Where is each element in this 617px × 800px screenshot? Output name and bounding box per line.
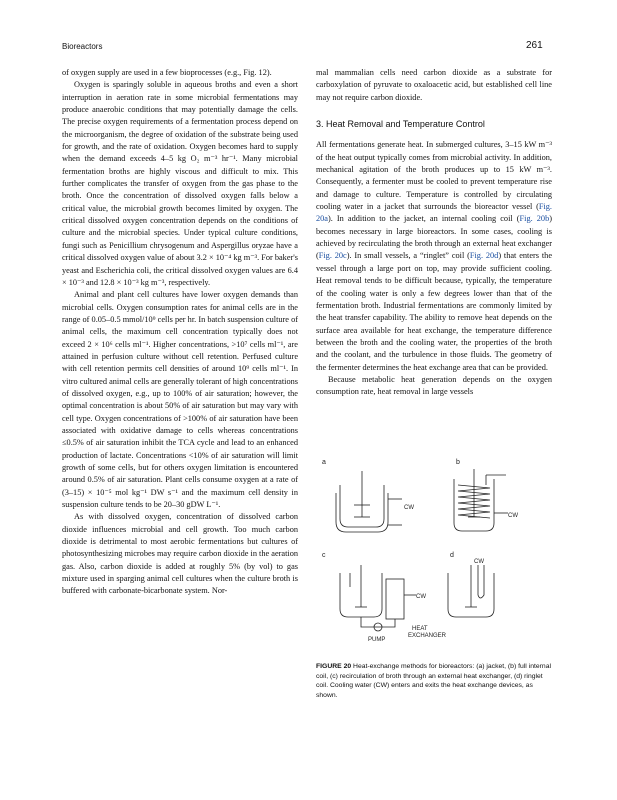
paragraph-metabolic-heat: Because metabolic heat generation depends on the oxygen consumption rate, heat removal in large vessels — [316, 374, 552, 397]
figure-link-20c[interactable]: Fig. 20c — [318, 251, 347, 261]
paragraph-carbon-dioxide-cont: mal mammalian cells need carbon dioxide as a substrate for carboxylation of pyruvate to oxaloacetic acid, but established cell line may not require carbon dioxide. — [316, 68, 552, 102]
caption-text: Heat-exchange methods for bioreactors: (a) jacket, (b) full internal coil, (c) recirculation of broth through an external heat exchanger, (d) ringlet coil. Cooling water (CW) enters and exits the heat exchange devices, as shown. — [316, 663, 551, 699]
page-number: 261 — [526, 40, 543, 51]
heat-exchanger-label: EXCHANGER — [408, 633, 447, 639]
paragraph-carbon-dioxide: As with dissolved oxygen, concentration of dissolved carbon dioxide influences microbial and cell growth. Too much carbon dioxide is detrimental to most aerobic fermentations but cultures of photosynthesizing microbes may require carbon dioxide in the aeration gas. Also, carbon dioxide is added at roughly 5% (by vol) to gas mixture used in sparging animal cell cultures when the culture broth is buffered with carbonate-bicarbonate system. Nor- — [62, 512, 298, 596]
section-heading: 3. Heat Removal and Temperature Control — [316, 119, 485, 130]
pump-label: PUMP — [368, 637, 386, 643]
panel-b-internal-coil — [454, 459, 518, 531]
figure-caption — [316, 662, 552, 700]
panel-label-c: c — [322, 552, 326, 559]
heat-exchanger-unit — [386, 579, 404, 619]
figure-label: FIGURE 20 — [316, 663, 352, 670]
text-run: All fermentations generate heat. In submerged cultures, 3–15 kW m⁻³ of the heat output typically comes from microbial activity. In addition, mechanical agitation of the broth produces up to 15 kW m⁻³. Consequently, a fermenter must be cooled to prevent temperature rise and damage to culture. Temperature is controlled by circulating cooling water in a jacket that surrounds the bioreactor vessel ( — [316, 140, 552, 212]
paragraph-oxygen-solubility: Oxygen is sparingly soluble in aqueous broths and even a short interruption in aeration rate in some microbial fermentations may produce anaerobic conditions that may potentially damage the cells. The precise oxygen requirements of a fermentation process depend on the microorganism, the degree of oxidation of the substrate being used for growth, and the rate of oxidation. Oxygen becomes hard to supply when the demand exceeds 4–5 kg O₂ m⁻³ hr⁻¹. Many microbial fermentation broths are highly viscous and difficult to mix. This further complicates the transfer of oxygen from the gas phase to the broth. Once the concentration of dissolved oxygen falls below a critical value, the microbial growth becomes limited by oxygen. The critical dissolved oxygen concentration depends on the conditions of culture and the microbial species. Under typical culture conditions, fungi such as Penicillium chrysogenum and Aspergillus oryzae have a critical dissolved oxygen value of about 3.2 × 10⁻⁴ kg m⁻³. For baker's yeast and Escherichia coli, the critical dissolved oxygen values are 6.4 × 10⁻³ and 12.8 × 10⁻³ kg m⁻³, respectively. — [62, 80, 298, 287]
running-title: Bioreactors — [62, 42, 103, 51]
heat-exchanger-label: HEAT — [412, 626, 428, 632]
panel-c-external-exchanger — [322, 552, 447, 643]
figure-link-20a[interactable]: Fig. 20a — [316, 202, 552, 224]
panel-a-jacket — [322, 459, 414, 532]
recirculation-loop — [361, 617, 395, 627]
text-run: ) that enters the vessel through a large port on top, may provide sufficient cooling. Heat removal tends to be difficult because, typically, the temperature of the cooling water is only a few degrees lower than that of the fermentation broth. Industrial fermentations are commonly limited by the heat transfer capability. The ability to remove heat depends on the surface area available for heat exchange, the temperature difference between the broth and the cooling water, the properties of the broth and the coolant, and the turbulence in those fluids. The geometry of the fermenter determines the heat exchange area that can be provided. — [316, 251, 552, 372]
panel-label-b: b — [456, 459, 460, 466]
panel-d-ringlet-coil — [448, 552, 494, 617]
panel-label-d: d — [450, 552, 454, 559]
figure-link-20b[interactable]: Fig. 20b — [519, 214, 550, 224]
panel-label-a: a — [322, 459, 326, 466]
cw-label-d: CW — [474, 559, 484, 565]
figure-20-heat-exchange-diagram — [316, 455, 552, 655]
figure-link-20d[interactable]: Fig. 20d — [469, 251, 499, 261]
text-run: ). In small vessels, a “ringlet” coil ( — [346, 251, 470, 261]
paragraph-oxygen-supply: of oxygen supply are used in a few bioprocesses (e.g., Fig. 12). — [62, 68, 272, 77]
paragraph-animal-plant-cells: Animal and plant cell cultures have lower oxygen demands than microbial cells. Oxygen consumption rates for animal cells are in the range of 0.05–0.5 mmol/10⁹ cells per hr. In batch suspension culture of animal cells, the maximum cell concentration typically does not exceed 2 × 10⁶ cells ml⁻¹. Higher concentrations, >10⁷ cells ml⁻¹, are attained in perfusion culture without cell retention. Perfused culture with cell retention permits cell densities of around 10⁹ cells ml⁻¹. In vitro cultured animal cells are generally tolerant of high concentrations of dissolved oxygen, e.g., up to 100% of air saturation; however, the optimal concentration is about 50% of air saturation but may vary with cell type. Oxygen concentrations of >100% of air saturation have been associated with oxidative damage to cells whereas concentrations ≤0.5% of air saturation inhibit the TCA cycle and lead to an enhanced production of lactate. Concentrations <10% of air saturation will limit growth of some cells, but for others oxygen limitation is encountered around 0.5% of air saturation. Plant cells consume oxygen at a rate of (3–15) × 10⁻⁵ mol kg⁻¹ DW s⁻¹ and the maximum cell density in suspension culture tends to be 20–30 gDW L⁻¹. — [62, 290, 298, 510]
paragraph-heat-generation — [316, 139, 552, 374]
text-run: ). In addition to the jacket, an internal cooling coil ( — [327, 214, 520, 224]
cw-label-a: CW — [404, 505, 414, 511]
text-run: ) becomes necessary in large bioreactors. In some cases, cooling is achieved by recirculating the broth through an external heat exchanger ( — [316, 214, 552, 261]
cw-label-b: CW — [508, 513, 518, 519]
right-column — [316, 67, 552, 399]
ringlet-coil — [478, 565, 484, 598]
left-column — [62, 67, 298, 598]
cw-label-c: CW — [416, 594, 426, 600]
